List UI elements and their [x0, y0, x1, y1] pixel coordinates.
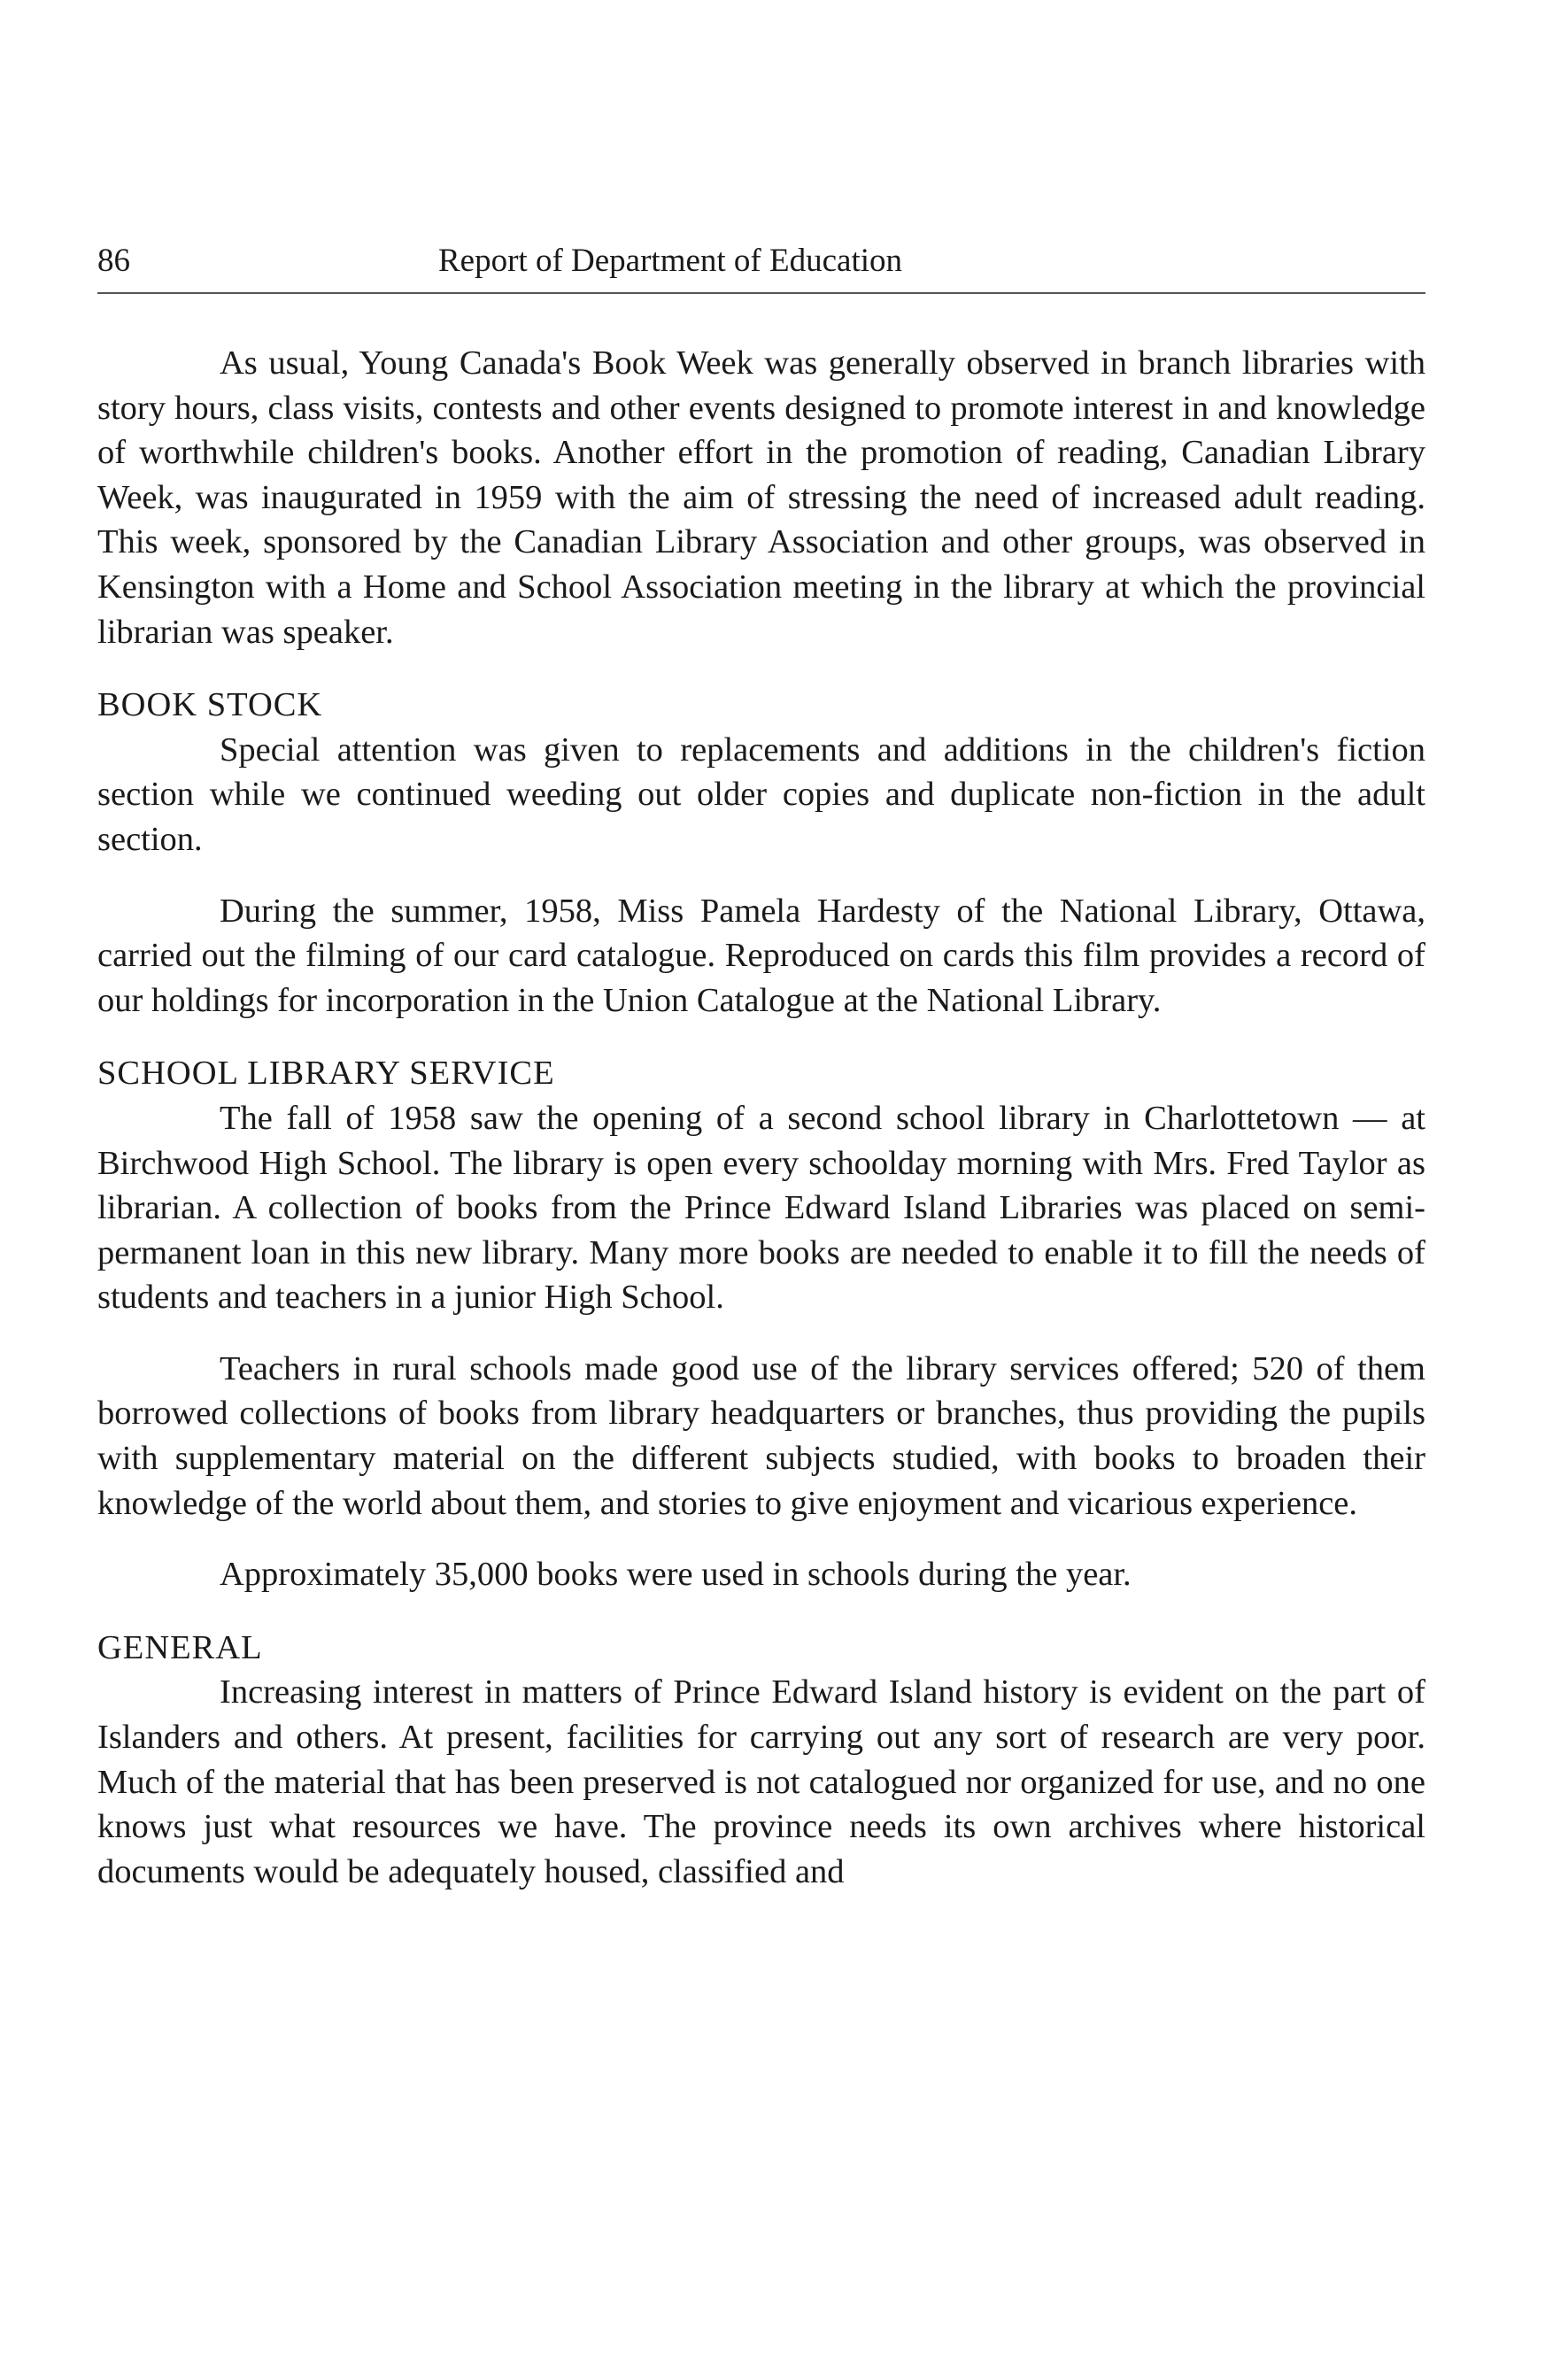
page-number: 86: [97, 243, 130, 279]
heading-general: GENERAL: [97, 1628, 263, 1666]
paragraph-book-week: As usual, Young Canada's Book Week was generally observed in branch libraries with story hours, class visits, contests and other events designed to promote interest in and knowledge of worthwhile children's books. Another effort in the promotion of reading, Canadian Library Week, was inaugurated in 1959 with the aim of stressing the need of increased adult reading. This week, sponsored by the Canadian Library Association and other groups, was observed in Kensington with a Home and School Association meeting in the library at which the provincial librarian was speaker.: [97, 344, 1425, 651]
running-title: Report of Department of Education: [438, 243, 902, 279]
header-rule: [97, 292, 1425, 294]
heading-book-stock: BOOK STOCK: [97, 686, 323, 724]
heading-school-library-service: SCHOOL LIBRARY SERVICE: [97, 1055, 555, 1093]
page-body: [97, 341, 1425, 1894]
paragraph-island-history: Increasing interest in matters of Prince Edward Island history is evident on the part of Islanders and others. At present, facilities for carrying out any sort of research are very poor. Much of the material that has been preserved is not catalogued nor organized for use, and no one knows just what resources we have. The province needs its own archives where historical documents would be adequately housed, classified and: [97, 1673, 1425, 1890]
paragraph-books-used: Approximately 35,000 books were used in schools during the year.: [220, 1556, 1132, 1594]
paragraph-birchwood-library: The fall of 1958 saw the opening of a second school library in Charlottetown — at Birchwood High School. The library is open every schoolday morning with Mrs. Fred Taylor as librarian. A collection of books from the Prince Edward Island Libraries was placed on semi-permanent loan in this new library. Many more books are needed to enable it to fill the needs of students and teachers in a junior High School.: [97, 1099, 1425, 1317]
paragraph-rural-teachers: Teachers in rural schools made good use of the library services offered; 520 of them borrowed collections of books from library headquarters or branches, thus providing the pupils with supplementary material on the different subjects studied, with books to broaden their knowledge of the world about them, and stories to give enjoyment and vicarious experience.: [97, 1349, 1425, 1522]
paragraph-card-catalogue: During the summer, 1958, Miss Pamela Hardesty of the National Library, Ottawa, carried out the filming of our card catalogue. Reproduced on cards this film provides a record of our holdings for incorporation in the Union Catalogue at the National Library.: [97, 892, 1425, 1019]
running-head: [97, 239, 1425, 283]
paragraph-replacements: Special attention was given to replacements and additions in the children's fiction section while we continued weeding out older copies and duplicate non-fiction in the adult section.: [97, 730, 1425, 858]
